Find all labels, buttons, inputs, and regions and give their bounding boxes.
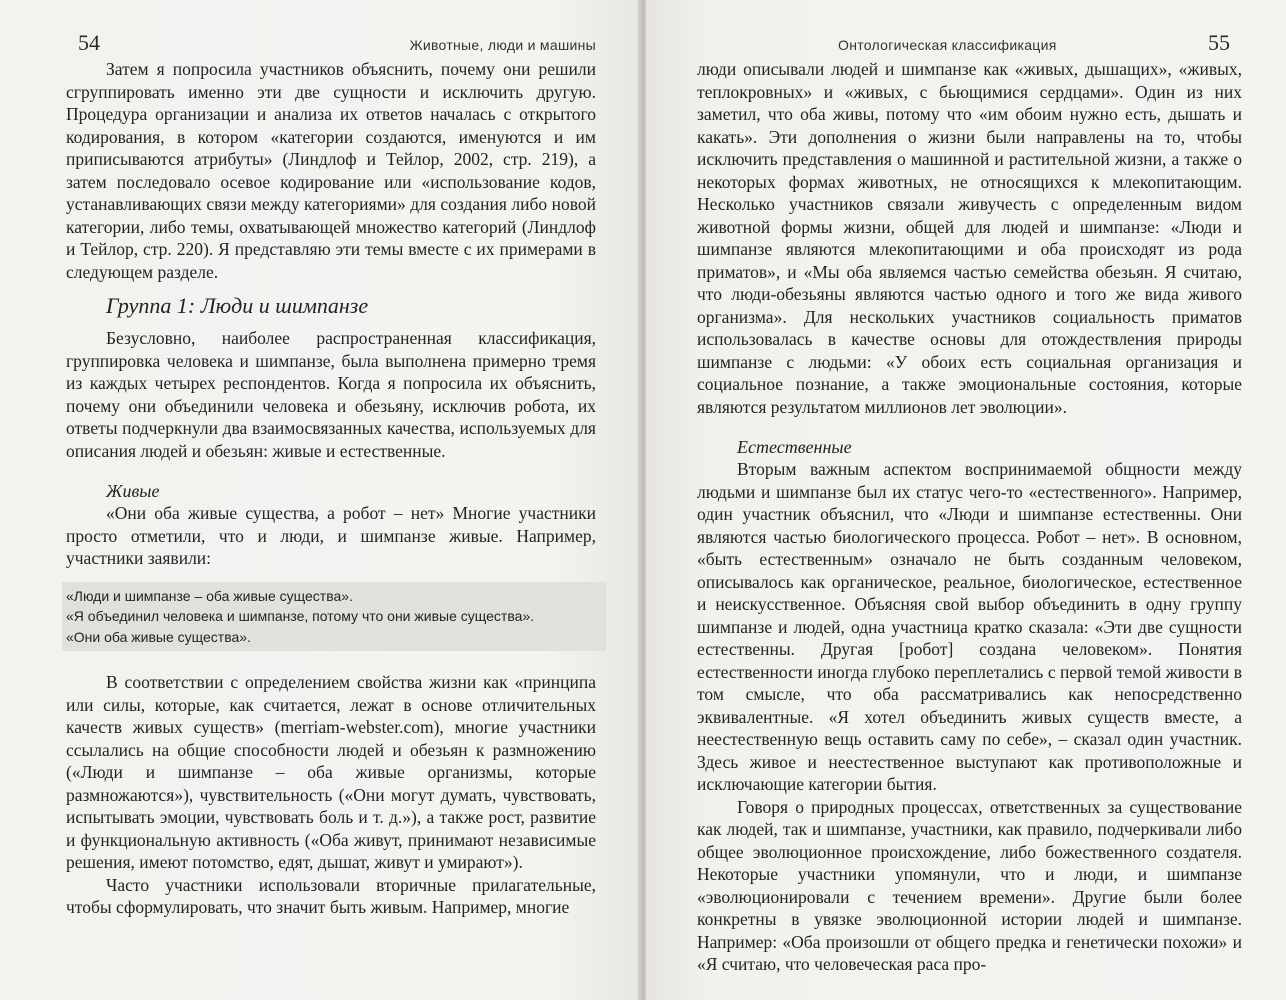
quote-block [62,582,606,652]
quote-line: «Люди и шимпанзе – оба живые существа». [66,587,353,604]
section-heading: Группа 1: Люди и шимпанзе [106,293,369,318]
paragraph: В соответствии с определением свойства жизни как «принципа или силы, которые, как считается, лежат в основе отличительных качеств живых существ» (merriam-webster.com), многие участники ссылались на общие способности людей и обезьян к размножению («Люди и шимпанзе – оба живые организмы, которые размножаются»), чувствительность («Они могут думать, чувствовать, испытывать эмоции, чувствовать боль и т. д.»), а также рост, развитие и функциональную активность («Оба живут, принимают независимые решения, имеют потомство, едят, дышат, живут и умирают»). [66,672,596,872]
right-page-body [697,58,1242,976]
page-number: 54 [78,30,100,55]
page-number: 55 [1208,30,1230,55]
paragraph: Вторым важным аспектом воспринимаемой общности между людьми и шимпанзе был их статус чего-то «естественного». Например, один участник объяснил, что «Люди и шимпанзе естественны. Они являются частью биологического процесса. Робот – нет». В основном, «быть естественным» означало не быть созданным человеком, описывалось как органическое, реальное, биологическое, естественное и неискусственное. Объясняя свой выбор объединить в одну группу шимпанзе и людей, одна участница кратко сказала: «Эти две сущности естественны. Другая [робот] создана человеком». Понятия естественности иногда глубоко переплетались с первой темой живости в том смысле, что оба рассматривались как непосредственно эквивалентные. «Я хотел объединить живых существ вместе, а неестественную вещь оставить саму по себе», – сказал один участник. Здесь живое и неестественное выступают как противоположные и исключающие категории бытия. [697,459,1242,794]
right-page [646,0,1286,1000]
left-page [0,0,640,1000]
paragraph: Затем я попросила участников объяснить, почему они решили сгруппировать именно эти две сущности и исключить другую. Процедура организации и анализа их ответов началась с открытого кодирования, в котором «категории создаются, именуются и им приписываются атрибуты» (Линдлоф и Тейлор, 2002, стр. 219), а затем последовало осевое кодирование или «использование кодов, устанавливающих связи между категориями» для создания либо новой категории, либо темы, охватывающей множество категорий (Линдлоф и Тейлор, стр. 220). Я представляю эти темы вместе с их примерами в следующем разделе. [66,59,596,282]
quote-line: «Я объединил человека и шимпанзе, потому что они живые существа». [66,608,535,624]
subheading: Живые [106,481,160,501]
left-page-body [66,58,596,919]
right-page-header [838,30,1230,56]
quote-line: «Они оба живые существа». [66,628,251,645]
paragraph: Часто участники использовали вторичные прилагательные, чтобы сформулировать, что значит быть живым. Например, многие [66,874,596,917]
running-head: Онтологическая классификация [838,37,1057,53]
paragraph: «Они оба живые существа, а робот – нет» Многие участники просто отметили, что и люди, и шимпанзе живые. Например, участники заявили: [66,503,596,568]
left-page-header [78,30,596,56]
subheading: Естественные [737,437,852,457]
running-head: Животные, люди и машины [409,37,596,53]
paragraph: Безусловно, наиболее распространенная классификация, группировка человека и шимпанзе, была выполнена примерно тремя из каждых четырех респондентов. Когда я попросила их объяснить, почему они объединили человека и обезьяну, исключив робота, их ответы подчеркнули два взаимосвязанных качества, используемых для описания людей и обезьян: живые и естественные. [66,328,596,461]
paragraph: Говоря о природных процессах, ответственных за существование как людей, так и шимпанзе, участники, как правило, подчеркивали либо общее эволюционное происхождение, либо божественного создателя. Некоторые участники упомянули, что и люди, и шимпанзе «эволюционировали с течением времени». Другие были более конкретны в увязке эволюционной истории людей и шимпанзе. Например: «Оба произошли от общего предка и генетически похожи» и «Я считаю, что человеческая раса про- [697,796,1242,974]
paragraph: люди описывали людей и шимпанзе как «живых, дышащих», «живых, теплокровных» и «живых, с бьющимися сердцами». Один из них заметил, что оба живы, потому что «им обоим нужно есть, дышать и какать». Эти дополнения о жизни были направлены на то, чтобы исключить представления о машинной и растительной жизни, а также о некоторых формах животных, не относящихся к млекопитающим. Несколько участников связали живучесть с определенным видом животной формы жизни, общей для людей и шимпанзе: «Люди и шимпанзе являются млекопитающими и оба происходят из рода приматов», и «Мы оба являемся частью семейства обезьян. Я считаю, что люди-обезьяны являются частью одного и того же вида живого организма». Для нескольких участников социальность приматов использовалась в качестве основы для отождествления природы шимпанзе с людьми: «У обоих есть социальная организация и социальное познание, а также эмоциональные состояния, которые являются результатом миллионов лет эволюции». [697,59,1242,417]
